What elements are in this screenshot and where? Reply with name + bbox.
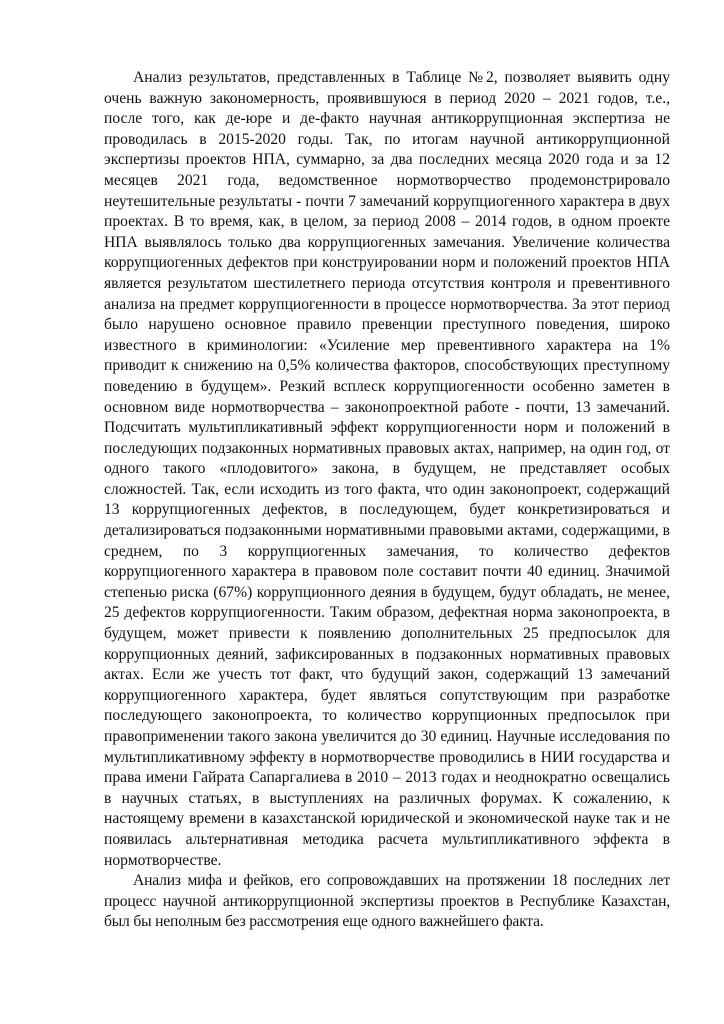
paragraph-2: Анализ мифа и фейков, его сопровождавших на протяжении 18 последних лет процесс научной антикоррупционной экспертизы проектов в Республике Казахстан, был бы неполным без рассмотрения еще одного важнейшего факта. (104, 872, 670, 931)
paragraph-1: Анализ результатов, представленных в Таблице №2, позволяет выявить одну очень важную закономерность, проявившуюся в период 2020 – 2021 годов, т.е., после того, как де-юре и де-факто научная антикоррупционная экспертиза не проводилась в 2015-2020 годы. Так, по итогам научной антикоррупционной экспертизы проектов НПА, суммарно, за два последних месяца 2020 года и за 12 месяцев 2021 года, ведомственное нормотворчество продемонстрировало неутешительные результаты - почти 7 замечаний коррупциогенного характера в двух проектах. В то время, как, в целом, за период 2008 – 2014 годов, в одном проекте НПА выявлялось только два коррупциогенных замечания. Увеличение количества коррупциогенных дефектов при конструировании норм и положений проектов НПА является результатом шестилетнего периода отсутствия контроля и превентивного анализа на предмет коррупциогенности в процессе нормотворчества. За этот период было нарушено основное правило превенции преступного поведения, широко известного в криминологии: «Усиление мер превентивного характера на 1% приводит к снижению на 0,5% количества факторов, способствующих преступному поведению в будущем». Резкий всплеск коррупциогенности особенно заметен в основном виде нормотворчества – законопроектной работе - почти, 13 замечаний. Подсчитать мультипликативный эффект коррупциогенности норм и положений в последующих подзаконных нормативных правовых актах, например, на один год, от одного такого «плодовитого» закона, в будущем, не представляет особых сложностей. Так, если исходить из того факта, что один законопроект, содержащий 13 коррупциогенных дефектов, в последующем, будет конкретизироваться и детализироваться подзаконными нормативными правовыми актами, содержащими, в среднем, по 3 коррупциогенных замечания, то количество дефектов коррупциогенного характера в правовом поле составит почти 40 единиц. Значимой степенью риска (67%) коррупционного деяния в будущем, будут обладать, не менее, 25 дефектов коррупциогенности. Таким образом, дефектная норма законопроекта, в будущем, может привести к появлению дополнительных 25 предпосылок для коррупционных деяний, зафиксированных в подзаконных нормативных правовых актах. Если же учесть тот факт, что будущий закон, содержащий 13 замечаний коррупциогенного характера, будет являться сопутствующим при разработке последующего законопроекта, то количество коррупционных предпосылок при правоприменении такого закона увеличится до 30 единиц. Научные исследования по мультипликативному эффекту в нормотворчестве проводились в НИИ государства и права имени Гайрата Сапаргалиева в 2010 – 2013 годах и неоднократно освещались в научных статьях, в выступлениях на различных форумах. К сожалению, к настоящему времени в казахстанской юридической и экономической науке так и не появилась альтернативная методика расчета мультипликативного эффекта в нормотворчестве. (104, 69, 670, 869)
document-page (104, 68, 670, 933)
